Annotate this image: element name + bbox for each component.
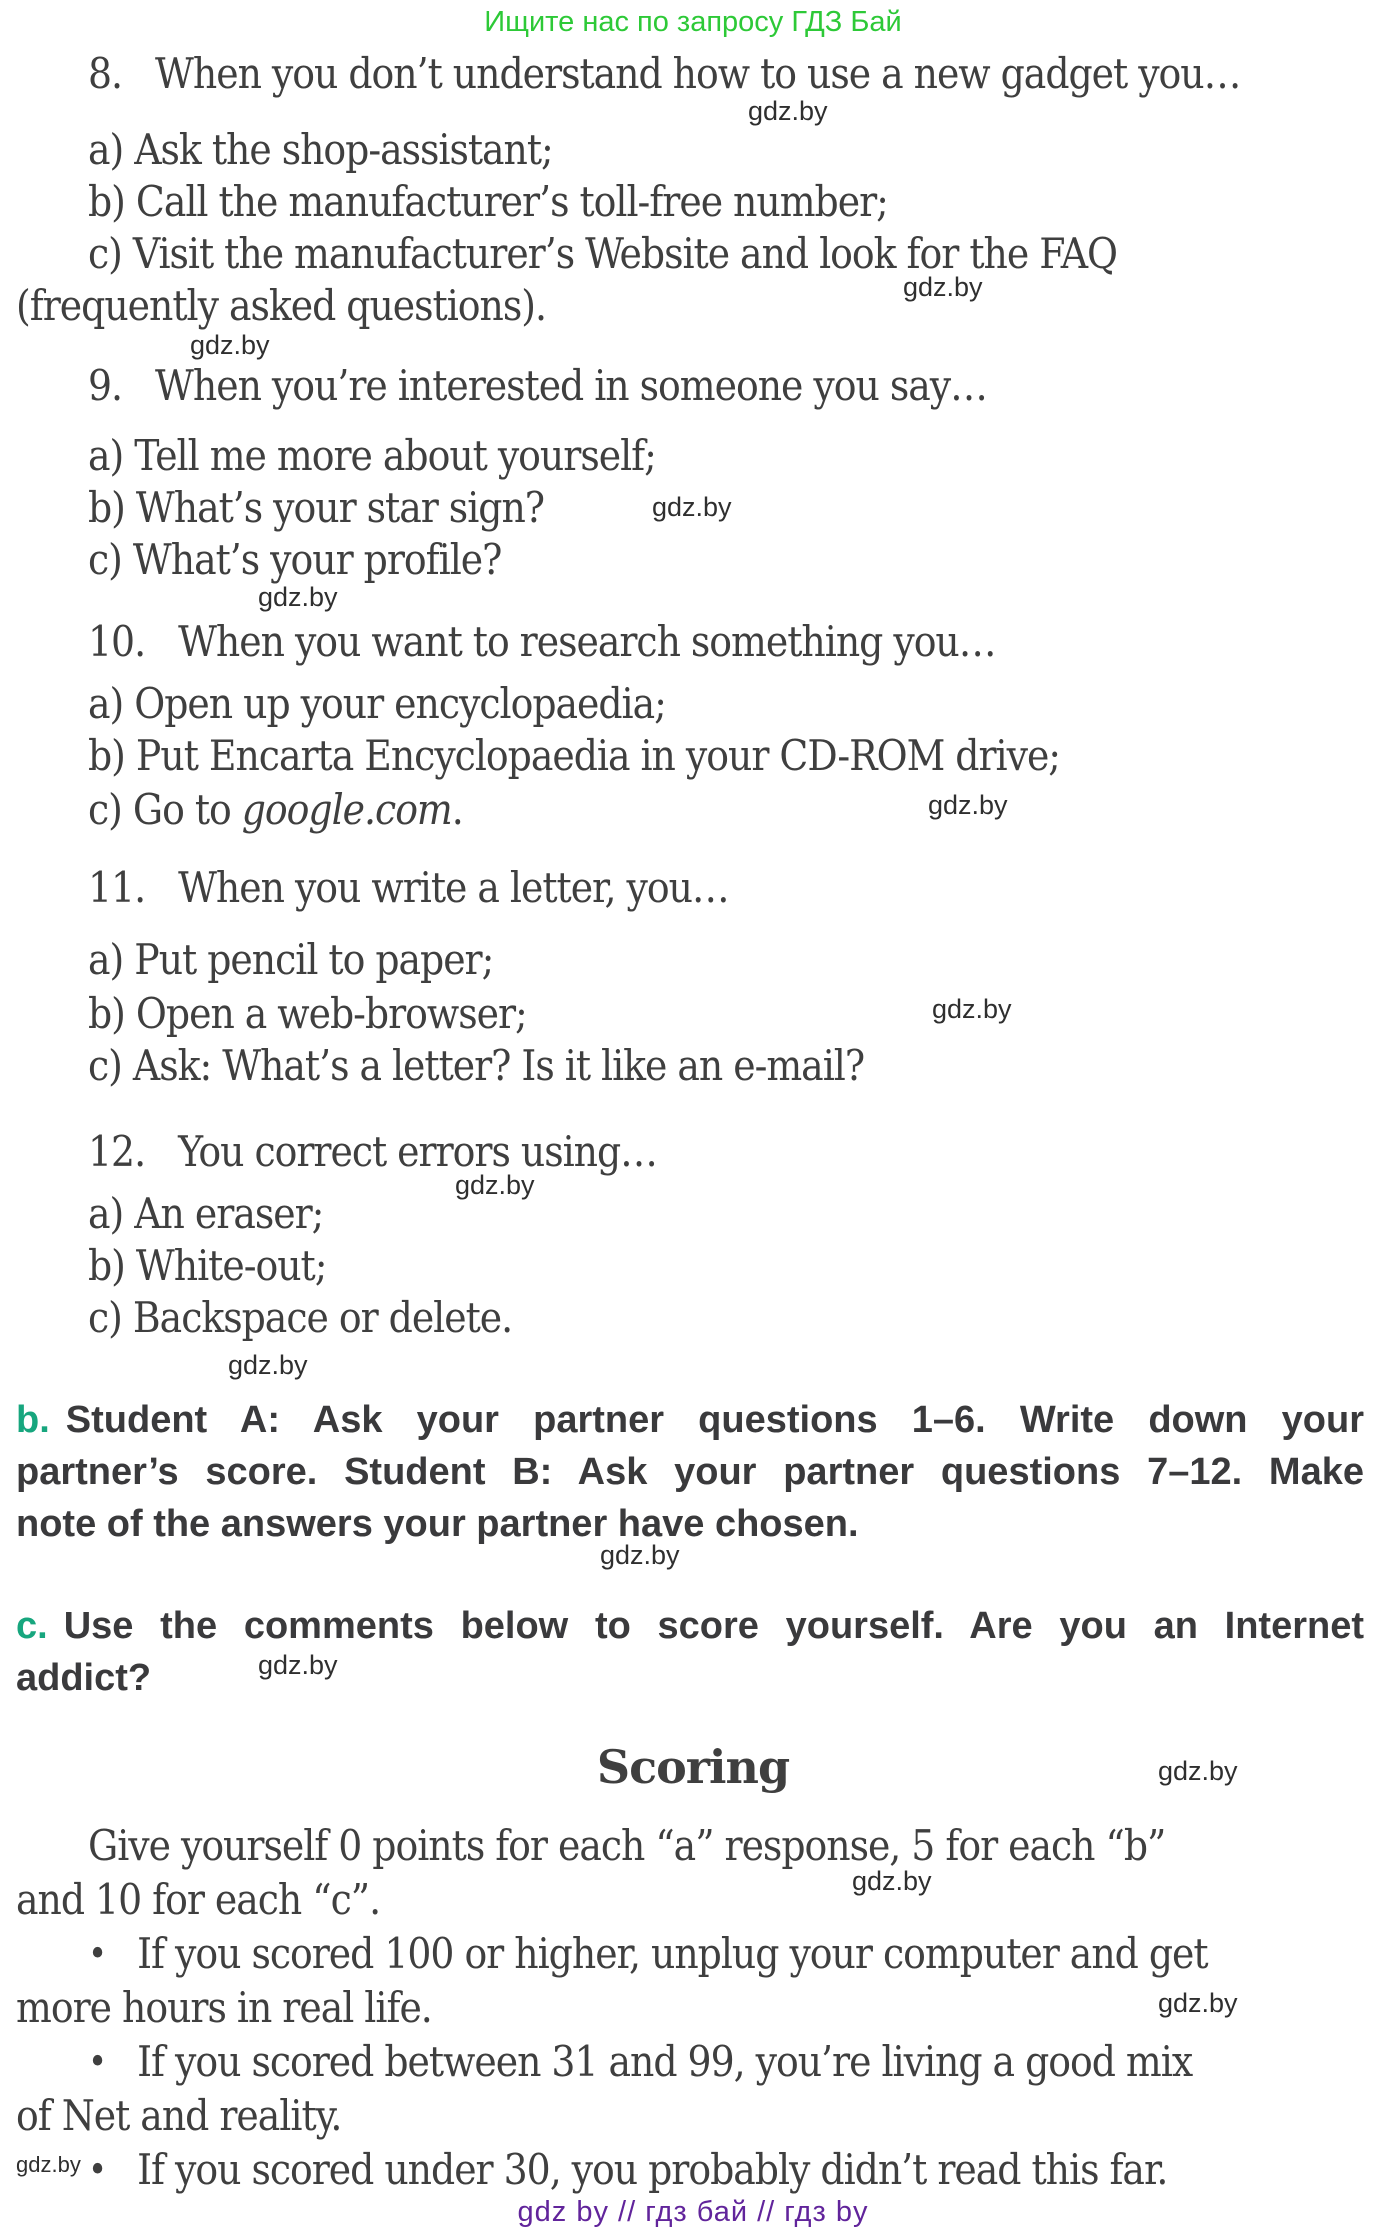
watermark: gdz.by: [258, 582, 338, 612]
task-c-line-2: addict?: [16, 1657, 152, 1699]
scoring-bullet-1-text: If you scored 100 or higher, unplug your computer and get: [137, 1929, 1208, 1978]
scoring-bullet-3: [88, 2146, 1167, 2195]
question-10-option-b: b) Put Encarta Encyclopaedia in your CD-ROM drive;: [88, 731, 1061, 780]
question-12-option-c: c) Backspace or delete.: [88, 1293, 513, 1342]
task-c-line-1: [16, 1600, 1364, 1652]
question-10-option-c-prefix: c) Go to: [88, 785, 242, 834]
footer-links: gdz by // гдз бай // гдз by: [517, 2196, 869, 2228]
task-c-text-1: Use the comments below to score yourself. Are you an Internet: [63, 1605, 1364, 1647]
watermark: gdz.by: [1158, 1756, 1238, 1786]
watermark: gdz.by: [190, 330, 270, 360]
question-10-option-c-url: google.com: [241, 785, 452, 834]
task-b-text-1: Student A: Ask your partner questions 1–6. Write down your: [65, 1399, 1364, 1441]
watermark: gdz.by: [932, 994, 1012, 1024]
bullet-icon: •: [88, 2150, 107, 2191]
question-10-number: 10.: [88, 617, 146, 666]
scoring-bullet-1: [88, 1930, 1208, 1979]
watermark: gdz.by: [600, 1540, 680, 1570]
question-9-text: When you’re interested in someone you say…: [155, 361, 987, 410]
scoring-intro-line-1: Give yourself 0 points for each “a” response, 5 for each “b”: [88, 1821, 1166, 1870]
bullet-icon: •: [88, 1934, 107, 1975]
question-12: [88, 1128, 657, 1176]
scoring-bullet-2-text: If you scored between 31 and 99, you’re living a good mix: [137, 2037, 1193, 2086]
promo-banner: Ищите нас по запросу ГДЗ Бай: [484, 6, 902, 38]
question-8-number: 8.: [88, 49, 123, 98]
question-11-number: 11.: [88, 863, 146, 912]
question-9-option-a: a) Tell me more about yourself;: [88, 431, 656, 480]
watermark: gdz.by: [852, 1866, 932, 1896]
task-c-label: c.: [16, 1605, 48, 1647]
question-11-option-a: a) Put pencil to paper;: [88, 935, 494, 984]
question-8-option-c-wrap: (frequently asked questions).: [16, 281, 547, 330]
question-9-option-c: c) What’s your profile?: [88, 535, 502, 584]
watermark: gdz.by: [455, 1170, 535, 1200]
task-b-label: b.: [16, 1399, 50, 1441]
question-8-option-c: c) Visit the manufacturer’s Website and look for the FAQ: [88, 229, 1118, 278]
question-12-number: 12.: [88, 1127, 146, 1176]
question-8-option-b: b) Call the manufacturer’s toll-free number;: [88, 177, 888, 226]
question-10-option-c-suffix: .: [451, 785, 463, 834]
question-9-number: 9.: [88, 361, 123, 410]
scoring-bullet-1-wrap: more hours in real life.: [16, 1983, 432, 2032]
question-10-text: When you want to research something you…: [178, 617, 996, 666]
scoring-heading: Scoring: [596, 1740, 790, 1794]
question-9-option-b: b) What’s your star sign?: [88, 483, 545, 532]
question-12-text: You correct errors using…: [178, 1127, 657, 1176]
question-12-option-a: a) An eraser;: [88, 1189, 324, 1238]
question-10: [88, 618, 996, 666]
watermark: gdz.by: [928, 790, 1008, 820]
question-11: [88, 864, 729, 912]
scoring-intro-line-2: and 10 for each “c”.: [16, 1875, 381, 1924]
scoring-bullet-3-text: If you scored under 30, you probably didn’t read this far.: [137, 2145, 1168, 2194]
question-11-text: When you write a letter, you…: [178, 863, 729, 912]
question-11-option-b: b) Open a web-browser;: [88, 989, 527, 1038]
watermark: gdz.by: [228, 1350, 308, 1380]
watermark: gdz.by: [258, 1650, 338, 1680]
task-b-line-3: note of the answers your partner have chosen.: [16, 1503, 859, 1545]
watermark: gdz.by: [748, 96, 828, 126]
question-9: [88, 362, 987, 410]
task-b-line-1: [16, 1394, 1364, 1446]
watermark: gdz.by: [1158, 1988, 1238, 2018]
watermark: gdz.by: [903, 272, 983, 302]
task-b-line-2: partner’s score. Student B: Ask your partner questions 7–12. Make: [16, 1451, 1364, 1493]
bullet-icon: •: [88, 2042, 107, 2083]
scoring-bullet-2-wrap: of Net and reality.: [16, 2091, 342, 2140]
question-12-option-b: b) White-out;: [88, 1241, 327, 1290]
question-8-option-a: a) Ask the shop-assistant;: [88, 125, 553, 174]
question-11-option-c: c) Ask: What’s a letter? Is it like an e-mail?: [88, 1041, 865, 1090]
question-8: [88, 50, 1240, 98]
question-10-option-a: a) Open up your encyclopaedia;: [88, 679, 666, 728]
watermark: gdz.by: [652, 492, 732, 522]
watermark: gdz.by: [16, 2152, 81, 2177]
scoring-bullet-2: [88, 2038, 1192, 2087]
question-10-option-c: [88, 786, 463, 834]
question-8-text: When you don’t understand how to use a new gadget you…: [155, 49, 1241, 98]
